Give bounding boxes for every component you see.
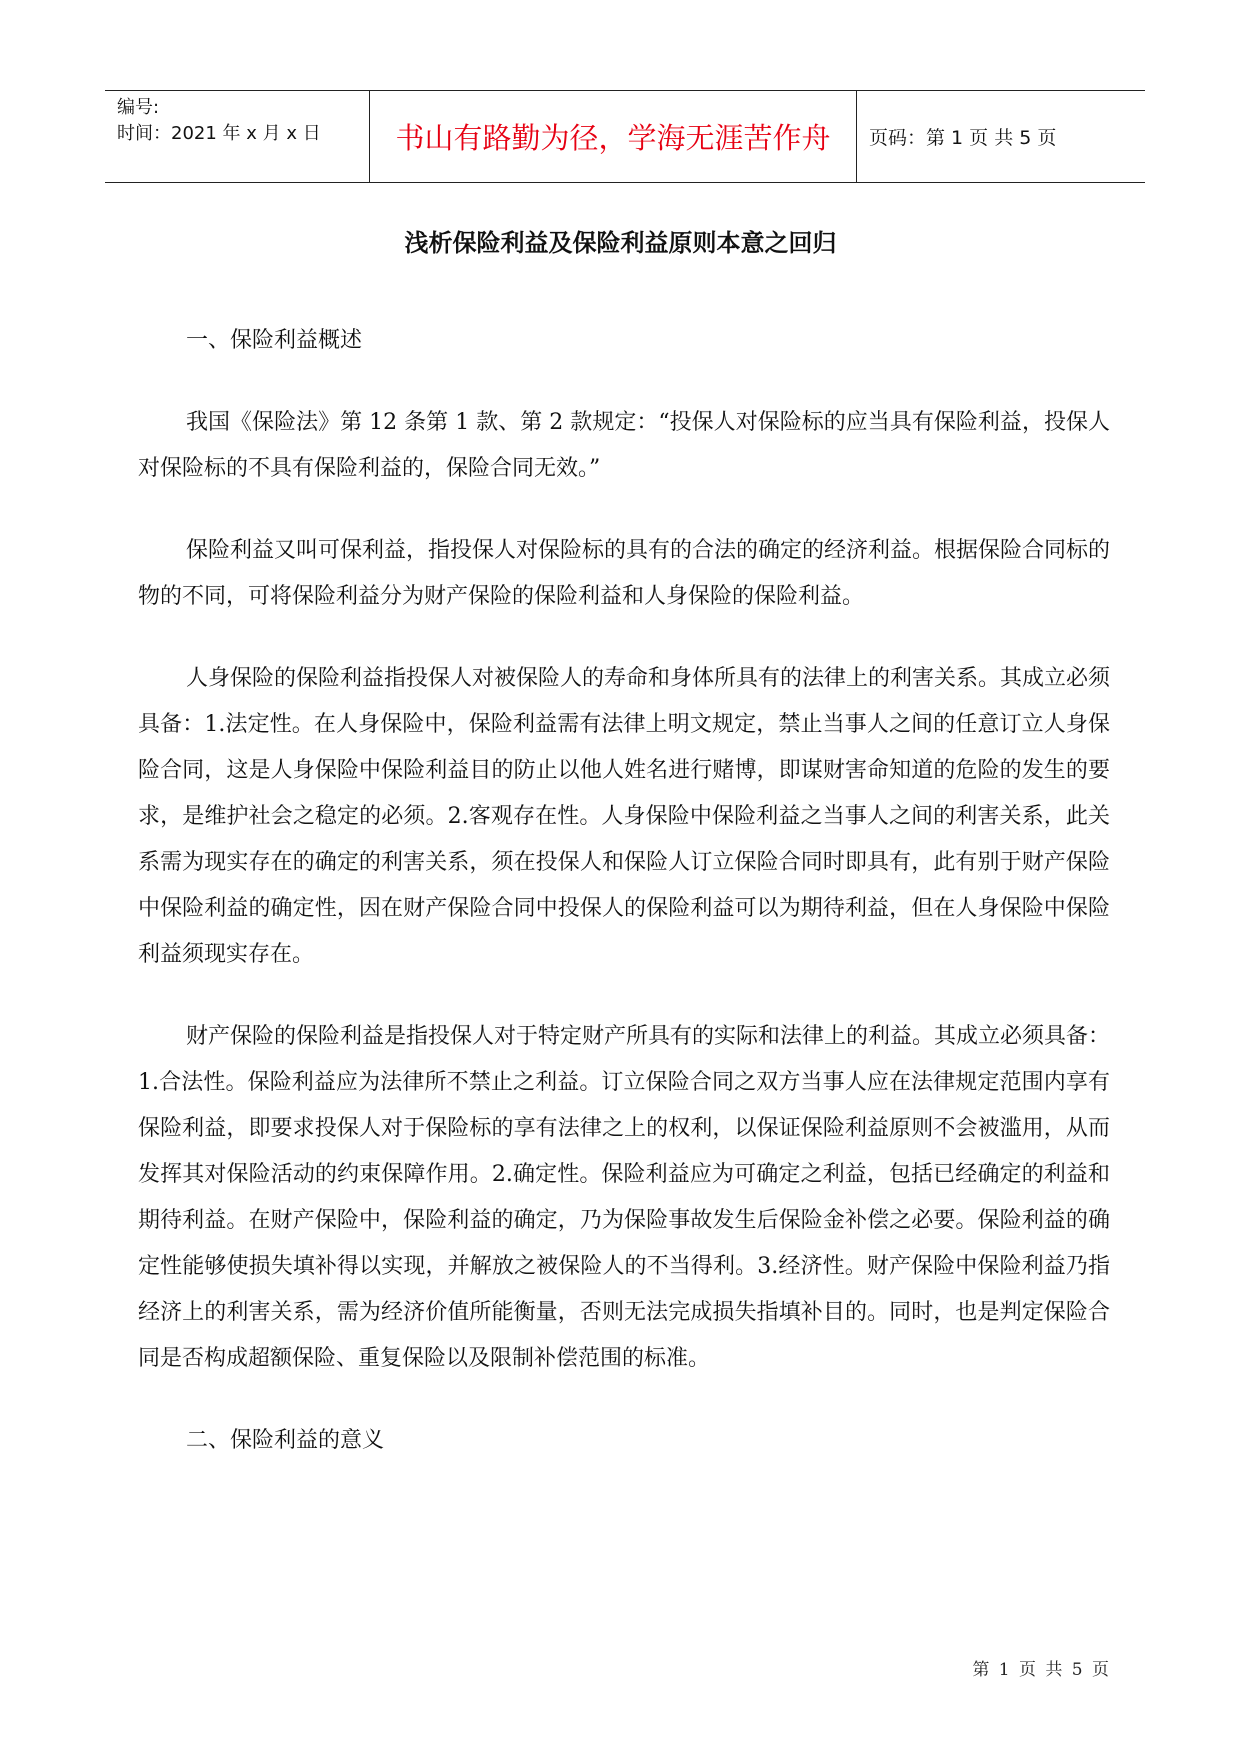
paragraph: 财产保险的保险利益是指投保人对于特定财产所具有的实际和法律上的利益。其成立必须具备：1.合法性。保险利益应为法律所不禁止之利益。订立保险合同之双方当事人应在法律规定范围内享有保险利益，即要求投保人对于保险标的享有法律之上的权利，以保证保险利益原则不会被滥用，从而发挥其对保险活动的约束保障作用。2.确定性。保险利益应为可确定之利益，包括已经确定的利益和期待利益。在财产保险中，保险利益的确定，乃为保险事故发生后保险金补偿之必要。保险利益的确定性能够使损失填补得以实现，并解放之被保险人的不当得利。3.经济性。财产保险中保险利益乃指经济上的利害关系，需为经济价值所能衡量，否则无法完成损失指填补目的。同时，也是判定保险合同是否构成超额保险、重复保险以及限制补偿范围的标准。 xyxy=(138,1024,1111,1371)
header-table xyxy=(105,90,1145,183)
document-title: 浅析保险利益及保险利益原则本意之回归 xyxy=(404,229,837,257)
header-motto: 书山有路勤为径，学海无涯苦作舟 xyxy=(370,91,857,182)
header-page-info: 页码：第 1 页 共 5 页 xyxy=(869,127,1057,149)
number-label: 编号: xyxy=(117,97,160,118)
time-label: 时间：2021 年 x 月 x 日 xyxy=(117,123,321,144)
paragraph: 保险利益又叫可保利益，指投保人对保险标的具有的合法的确定的经济利益。根据保险合同标的物的不同，可将保险利益分为财产保险的保险利益和人身保险的保险利益。 xyxy=(138,538,1111,609)
page-footer: 第 1 页 共 5 页 xyxy=(972,1660,1111,1680)
document-body xyxy=(138,318,1110,1500)
section-heading-2: 二、保险利益的意义 xyxy=(186,1428,385,1453)
paragraph: 人身保险的保险利益指投保人对被保险人的寿命和身体所具有的法律上的利害关系。其成立必须具备：1.法定性。在人身保险中，保险利益需有法律上明文规定，禁止当事人之间的任意订立人身保险合同，这是人身保险中保险利益目的防止以他人姓名进行赌博，即谋财害命知道的危险的发生的要求，是维护社会之稳定的必须。2.客观存在性。人身保险中保险利益之当事人之间的利害关系，此关系需为现实存在的确定的利害关系，须在投保人和保险人订立保险合同时即具有，此有别于财产保险中保险利益的确定性，因在财产保险合同中投保人的保险利益可以为期待利益，但在人身保险中保险利益须现实存在。 xyxy=(138,666,1111,967)
section-heading-1: 一、保险利益概述 xyxy=(186,328,363,353)
header-meta xyxy=(105,91,370,182)
paragraph: 我国《保险法》第 12 条第 1 款、第 2 款规定：“投保人对保险标的应当具有保险利益，投保人对保险标的不具有保险利益的，保险合同无效。” xyxy=(138,410,1110,481)
